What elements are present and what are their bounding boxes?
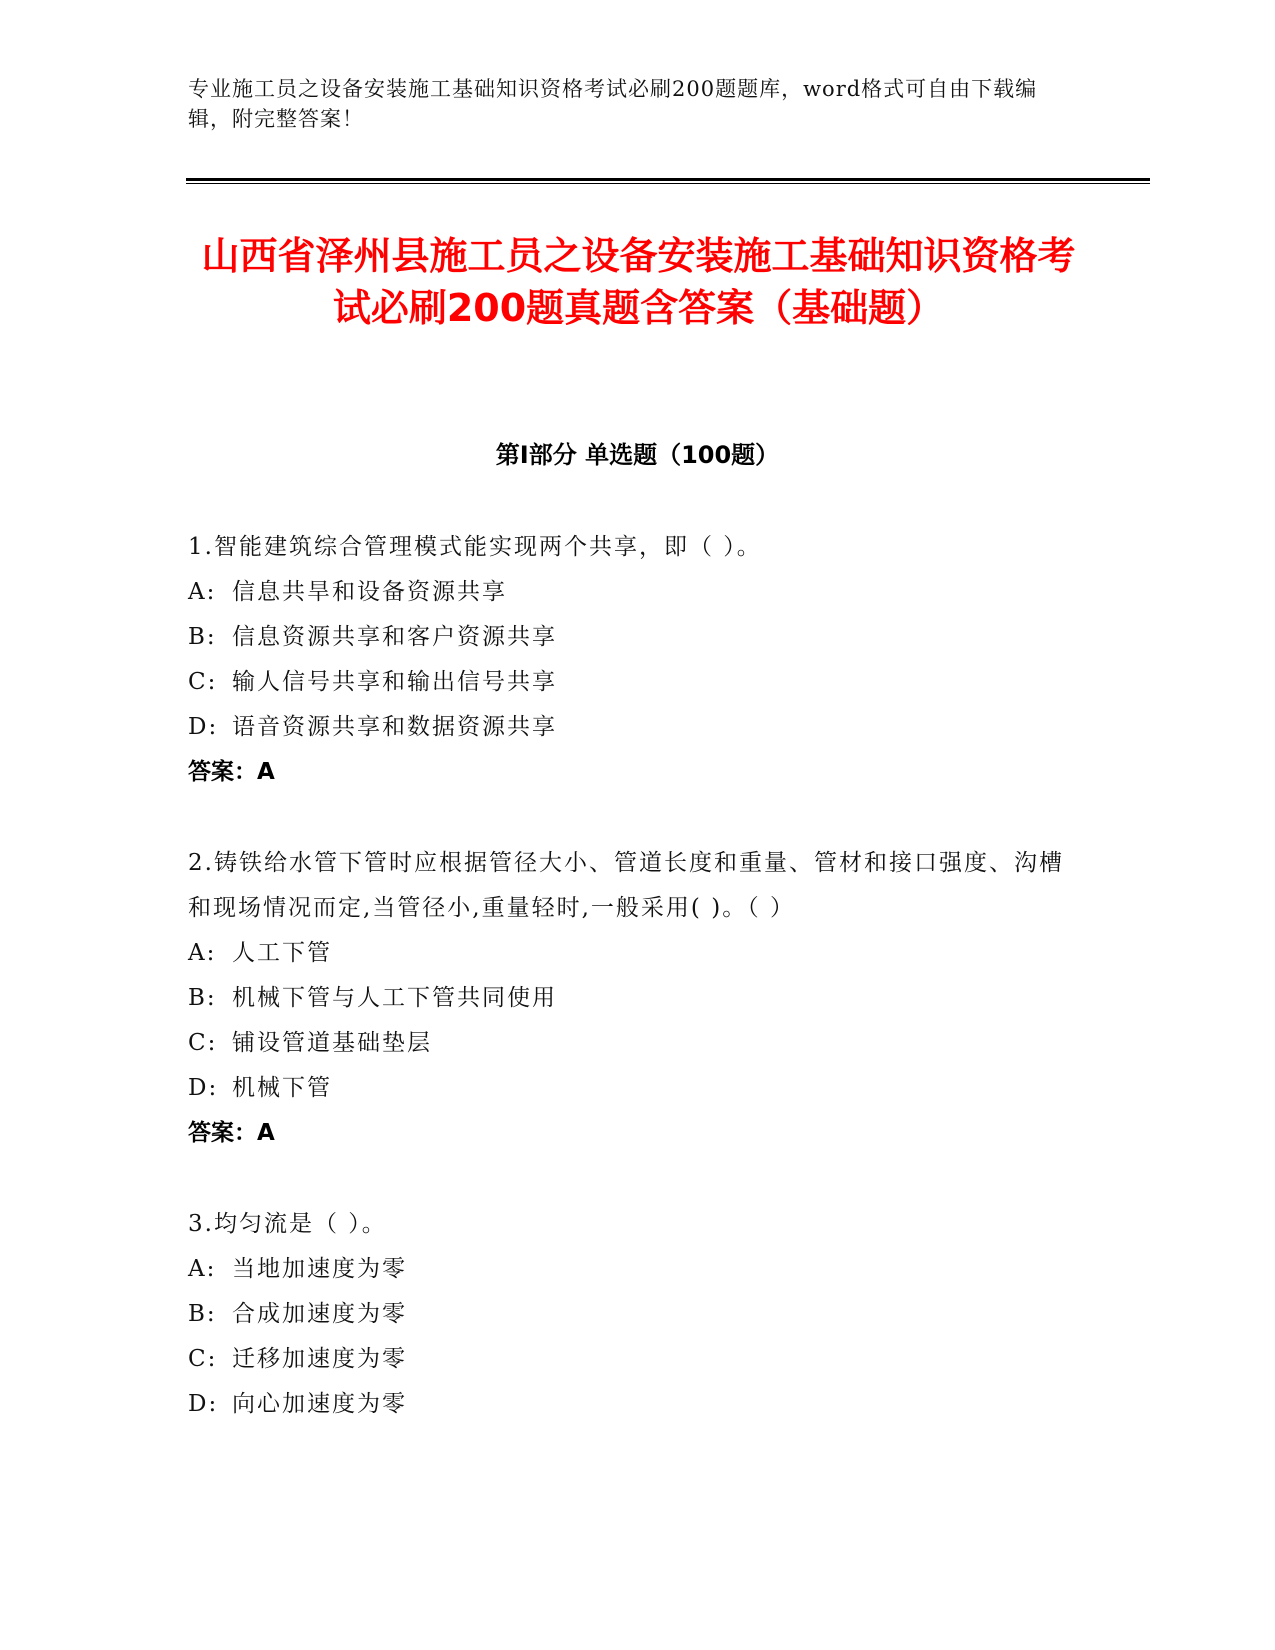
option-letter: B: [188, 624, 217, 650]
option-letter: A: [188, 579, 217, 605]
option-b [188, 976, 1068, 1021]
option-c [188, 660, 1068, 705]
document-title: 山西省泽州县施工员之设备安装施工基础知识资格考试必刷200题真题含答案（基础题） [201, 234, 1076, 330]
question-2 [188, 841, 1068, 1156]
question-text: 3.均匀流是（ ）。 [188, 1211, 387, 1237]
header-note: 专业施工员之设备安装施工基础知识资格考试必刷200题题库，word格式可自由下载编辑，附完整答案！ [188, 77, 1038, 131]
question-1 [188, 525, 1068, 795]
option-c [188, 1021, 1068, 1066]
question-list [188, 525, 1068, 1473]
header-rule [186, 178, 1150, 181]
option-letter: C: [188, 669, 218, 695]
option-text: 人工下管 [232, 940, 332, 966]
option-letter: A: [188, 940, 217, 966]
option-b [188, 615, 1068, 660]
option-b [188, 1292, 1068, 1337]
question-text: 2.铸铁给水管下管时应根据管径大小、管道长度和重量、管材和接口强度、沟槽和现场情况而定,当管径小,重量轻时,一般采用( )。（ ） [188, 850, 1064, 921]
option-letter: A: [188, 1256, 217, 1282]
question-text: 1.智能建筑综合管理模式能实现两个共享，即（ ）。 [188, 534, 762, 560]
option-d [188, 1382, 1068, 1427]
option-a [188, 1247, 1068, 1292]
option-d [188, 705, 1068, 750]
option-text: 当地加速度为零 [232, 1256, 407, 1282]
option-text: 合成加速度为零 [232, 1301, 407, 1327]
option-text: 信息共旱和设备资源共享 [232, 579, 507, 605]
option-a [188, 931, 1068, 976]
option-text: 信息资源共享和客户资源共享 [232, 624, 557, 650]
option-text: 语音资源共享和数据资源共享 [232, 714, 557, 740]
option-a [188, 570, 1068, 615]
option-letter: C: [188, 1030, 218, 1056]
option-letter: D: [188, 1075, 219, 1101]
answer-line: 答案：A [188, 1120, 275, 1146]
header-rule-thin [186, 183, 1150, 184]
option-letter: B: [188, 1301, 217, 1327]
option-text: 机械下管 [232, 1075, 332, 1101]
option-text: 迁移加速度为零 [232, 1346, 407, 1372]
question-3 [188, 1202, 1068, 1427]
section-heading: 第Ⅰ部分 单选题（100题） [495, 441, 780, 469]
option-text: 输人信号共享和输出信号共享 [232, 669, 557, 695]
option-letter: D: [188, 714, 219, 740]
option-c [188, 1337, 1068, 1382]
option-letter: D: [188, 1391, 219, 1417]
option-letter: C: [188, 1346, 218, 1372]
option-text: 机械下管与人工下管共同使用 [232, 985, 557, 1011]
answer-line: 答案：A [188, 759, 275, 785]
option-text: 向心加速度为零 [232, 1391, 407, 1417]
option-d [188, 1066, 1068, 1111]
option-letter: B: [188, 985, 217, 1011]
option-text: 铺设管道基础垫层 [232, 1030, 432, 1056]
